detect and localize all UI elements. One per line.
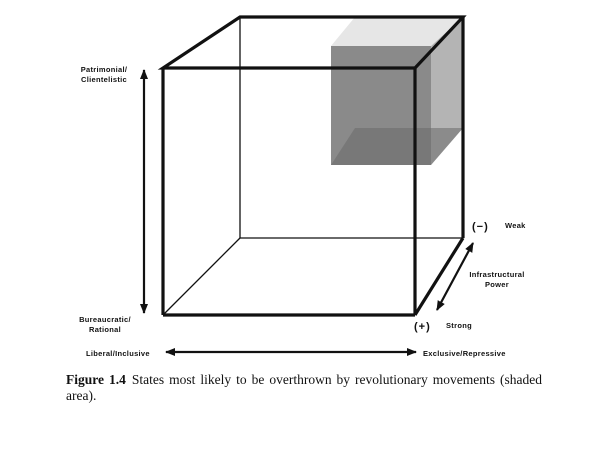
label-rational: Rational [89,325,121,334]
label-positive-sign: (+) [414,321,431,333]
label-weak: Weak [505,221,526,230]
label-infrastructural: Infrastructural [469,270,525,279]
caption-number: Figure 1.4 [66,372,126,387]
label-negative-sign: (−) [472,221,489,233]
label-bureaucratic: Bureaucratic/ [79,315,131,324]
label-patrimonial: Patrimonial/ [80,65,128,74]
label-strong: Strong [446,321,472,330]
figure-caption [66,372,542,404]
label-clientelistic: Clientelistic [81,75,127,84]
label-power: Power [484,280,510,289]
caption-text: States most likely to be overthrown by revolutionary movements (shaded area). [66,372,542,403]
label-exclusive-repressive: Exclusive/Repressive [423,349,506,358]
label-liberal-inclusive: Liberal/Inclusive [86,349,150,358]
